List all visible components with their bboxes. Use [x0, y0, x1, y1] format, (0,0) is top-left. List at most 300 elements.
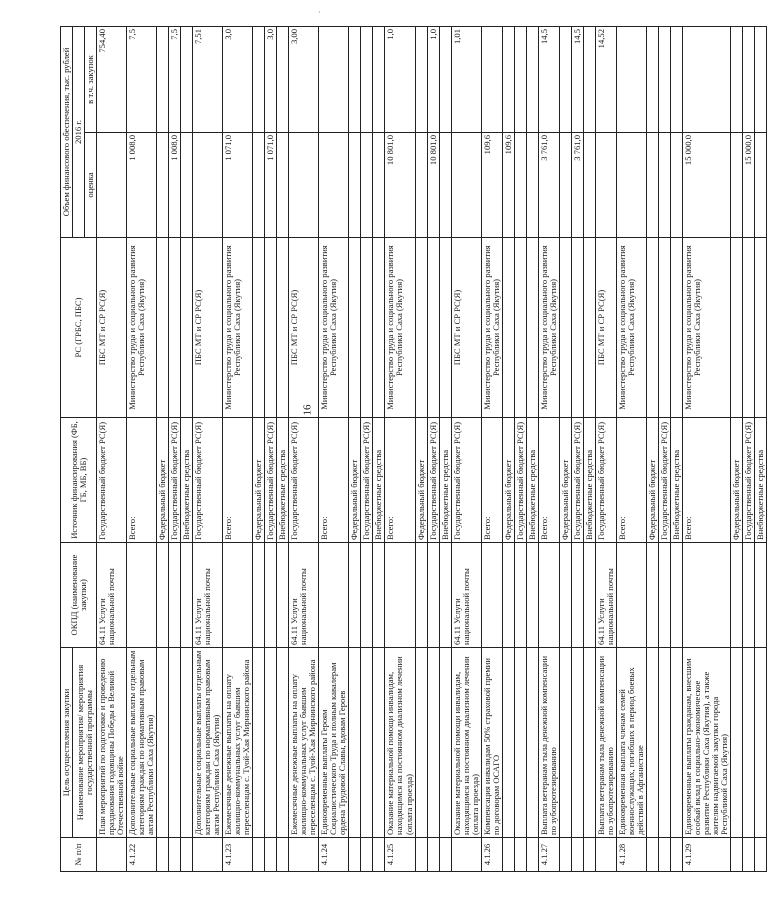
row-number [169, 838, 181, 872]
table-row [415, 26, 427, 871]
amount-total: 15 000,0 [742, 133, 754, 238]
table-row [481, 26, 502, 871]
activity-name [571, 648, 583, 838]
row-number [658, 838, 670, 872]
amount-incl [646, 26, 658, 132]
okpd-cell [373, 543, 385, 648]
activity-name [755, 648, 767, 838]
responsible-org: Министерство труда и социального развития Республики Саха (Якутия) [319, 238, 349, 418]
table-row [742, 26, 754, 871]
funding-source: Государственный бюджет РС(Я) [361, 418, 373, 543]
okpd-cell [670, 543, 682, 648]
table-row [526, 26, 538, 871]
responsible-org [646, 238, 658, 418]
row-number: 4.1.23 [223, 838, 253, 872]
funding-source: Всего: [385, 418, 415, 543]
header-name: Наименование мероприятия/ мероприятия государственной программы [73, 648, 97, 838]
amount-incl [616, 26, 646, 132]
responsible-org [439, 238, 451, 418]
activity-name [439, 648, 451, 838]
row-number: 4.1.26 [481, 838, 502, 872]
activity-name: Единовременная выплата членам семей военнослужащих, погибших в период боевых действий в Афганистане [616, 648, 646, 838]
row-number: 4.1.27 [538, 838, 559, 872]
table-row [289, 26, 319, 871]
okpd-cell [415, 543, 427, 648]
amount-total [373, 133, 385, 238]
activity-name [277, 648, 289, 838]
amount-incl [181, 26, 193, 132]
table-row [361, 26, 373, 871]
funding-source: Всего: [538, 418, 559, 543]
amount-total [181, 133, 193, 238]
okpd-cell [157, 543, 169, 648]
responsible-org [349, 238, 361, 418]
amount-total [253, 133, 265, 238]
funding-source: Государственный бюджет РС(Я) [169, 418, 181, 543]
amount-total: 1 071,0 [265, 133, 277, 238]
amount-total [157, 133, 169, 238]
funding-source: Федеральный бюджет [502, 418, 514, 543]
activity-name: Единовременные выплаты гражданам, внесшим особый вклад в социально-экономическое развитие Республики Саха (Якутия), а также жителям надвигаемой закупки города Республикой Саха (Якутия) [682, 648, 730, 838]
table-row [427, 26, 439, 871]
okpd-cell [571, 543, 583, 648]
amount-total: 1 008,0 [127, 133, 157, 238]
funding-source: Государственный бюджет РС(Я) [658, 418, 670, 543]
stray-mark: · [318, 8, 321, 17]
amount-incl [670, 26, 682, 132]
amount-incl [439, 26, 451, 132]
amount-incl [277, 26, 289, 132]
amount-incl [755, 26, 767, 132]
funding-source: Государственный бюджет РС(Я) [289, 418, 319, 543]
responsible-org: Министерство труда и социального развития Республики Саха (Якутия) [538, 238, 559, 418]
responsible-org [253, 238, 265, 418]
funding-source: Всего: [616, 418, 646, 543]
table-row [571, 26, 583, 871]
amount-total [658, 133, 670, 238]
okpd-cell [616, 543, 646, 648]
amount-total [277, 133, 289, 238]
okpd-cell [349, 543, 361, 648]
table-row [583, 26, 595, 871]
amount-total [193, 133, 223, 238]
amount-incl [526, 26, 538, 132]
funding-source: Государственный бюджет РС(Я) [514, 418, 526, 543]
amount-total: 3 761,0 [538, 133, 559, 238]
responsible-org: ПБС МТ и СР РС(Я) [289, 238, 319, 418]
amount-total [670, 133, 682, 238]
table-row [502, 26, 514, 871]
responsible-org [742, 238, 754, 418]
funding-source: Всего: [223, 418, 253, 543]
table-row [595, 26, 616, 871]
amount-total: 10 801,0 [427, 133, 439, 238]
activity-name: Оказание материальной помощи инвалидам, находящимся на постоянном диализном лечении (оплата проезда) [451, 648, 481, 838]
row-number [157, 838, 169, 872]
row-number [451, 838, 481, 872]
okpd-cell [319, 543, 349, 648]
responsible-org [427, 238, 439, 418]
row-number [571, 838, 583, 872]
table-row [514, 26, 526, 871]
funding-source: Внебюджетные средства [755, 418, 767, 543]
okpd-cell: 64.11 Услуги национальной почты [595, 543, 616, 648]
table-row [253, 26, 265, 871]
amount-total [646, 133, 658, 238]
amount-incl: 14,5 [571, 26, 583, 132]
okpd-cell: 64.11 Услуги национальной почты [193, 543, 223, 648]
rotated-table-page [60, 27, 765, 872]
header-goal: Цель осуществления закупки [61, 648, 73, 838]
row-number [439, 838, 451, 872]
row-number [559, 838, 571, 872]
responsible-org: ПБС МТ и СР РС(Я) [595, 238, 616, 418]
responsible-org [658, 238, 670, 418]
activity-name: Выплата ветеранам тыла денежной компенсации по зубопротезированию [538, 648, 559, 838]
funding-source: Государственный бюджет РС(Я) [193, 418, 223, 543]
amount-total: 1 008,0 [169, 133, 181, 238]
table-row [349, 26, 361, 871]
amount-incl [253, 26, 265, 132]
funding-source: Государственный бюджет РС(Я) [265, 418, 277, 543]
activity-name [730, 648, 742, 838]
amount-total [289, 133, 319, 238]
responsible-org [559, 238, 571, 418]
activity-name [181, 648, 193, 838]
table-row [181, 26, 193, 871]
amount-incl [319, 26, 349, 132]
table-row [373, 26, 385, 871]
activity-name [646, 648, 658, 838]
row-number [670, 838, 682, 872]
okpd-cell [385, 543, 415, 648]
table-row [755, 26, 767, 871]
okpd-cell [502, 543, 514, 648]
table-row [658, 26, 670, 871]
row-number [373, 838, 385, 872]
row-number [361, 838, 373, 872]
activity-name [742, 648, 754, 838]
row-number [514, 838, 526, 872]
row-number [193, 838, 223, 872]
okpd-cell [526, 543, 538, 648]
row-number [277, 838, 289, 872]
row-number [181, 838, 193, 872]
activity-name [361, 648, 373, 838]
funding-source: Внебюджетные средства [583, 418, 595, 543]
activity-name: Выплата ветеранам тыла денежной компенсации по зубопротезированию [595, 648, 616, 838]
amount-total [595, 133, 616, 238]
responsible-org: Министерство труда и социального развития Республики Саха (Якутия) [682, 238, 730, 418]
table-row [559, 26, 571, 871]
okpd-cell: 64.11 Услуги национальной почты [97, 543, 127, 648]
funding-source: Федеральный бюджет [349, 418, 361, 543]
row-number [253, 838, 265, 872]
amount-incl [349, 26, 361, 132]
amount-total [319, 133, 349, 238]
activity-name: Дополнительные социальные выплаты отдельным категориям граждан по нормативным правовым актам Республики Саха (Якутия) [193, 648, 223, 838]
table-row [439, 26, 451, 871]
funding-source: Внебюджетные средства [373, 418, 385, 543]
responsible-org: Министерство труда и социального развития Республики Саха (Якутия) [385, 238, 415, 418]
amount-total [349, 133, 361, 238]
amount-total [439, 133, 451, 238]
row-number: 4.1.28 [616, 838, 646, 872]
amount-total [616, 133, 646, 238]
funding-source: Внебюджетные средства [670, 418, 682, 543]
amount-total: 3 761,0 [571, 133, 583, 238]
amount-total: 1 071,0 [223, 133, 253, 238]
table-row [730, 26, 742, 871]
amount-incl [157, 26, 169, 132]
table-body [97, 26, 767, 871]
funding-source: Всего: [682, 418, 730, 543]
responsible-org [583, 238, 595, 418]
table-row [451, 26, 481, 871]
row-number [265, 838, 277, 872]
responsible-org [361, 238, 373, 418]
activity-name [169, 648, 181, 838]
responsible-org [502, 238, 514, 418]
responsible-org [526, 238, 538, 418]
funding-source: Внебюджетные средства [526, 418, 538, 543]
okpd-cell [658, 543, 670, 648]
table-row [193, 26, 223, 871]
amount-incl: 1,0 [385, 26, 415, 132]
header-year: 2016 г. [73, 26, 85, 237]
responsible-org [181, 238, 193, 418]
amount-total [514, 133, 526, 238]
header-rs: РС (ГРБС, ПБС) [61, 238, 97, 418]
amount-total [361, 133, 373, 238]
responsible-org: ПБС МТ и СР РС(Я) [193, 238, 223, 418]
amount-incl [514, 26, 526, 132]
table-row [682, 26, 730, 871]
amount-incl [373, 26, 385, 132]
amount-incl [682, 26, 730, 132]
amount-total [583, 133, 595, 238]
table-row [670, 26, 682, 871]
table-row [385, 26, 415, 871]
activity-name [583, 648, 595, 838]
okpd-cell [559, 543, 571, 648]
row-number [289, 838, 319, 872]
responsible-org [730, 238, 742, 418]
responsible-org [169, 238, 181, 418]
row-number: 4.1.22 [127, 838, 157, 872]
amount-total [559, 133, 571, 238]
amount-total: 15 000,0 [682, 133, 730, 238]
funding-source: Федеральный бюджет [157, 418, 169, 543]
activity-name [427, 648, 439, 838]
table-row [169, 26, 181, 871]
table-row [97, 26, 127, 871]
amount-total [526, 133, 538, 238]
activity-name [373, 648, 385, 838]
amount-incl: 14,5 [538, 26, 559, 132]
funding-source: Всего: [319, 418, 349, 543]
row-number [349, 838, 361, 872]
row-number [755, 838, 767, 872]
page-number: 16 [301, 404, 314, 416]
funding-source: Государственный бюджет РС(Я) [742, 418, 754, 543]
activity-name [670, 648, 682, 838]
okpd-cell [223, 543, 253, 648]
okpd-cell [514, 543, 526, 648]
amount-incl [583, 26, 595, 132]
row-number [97, 838, 127, 872]
okpd-cell: 64.11 Услуги национальной почты [289, 543, 319, 648]
row-number: 4.1.25 [385, 838, 415, 872]
okpd-cell [265, 543, 277, 648]
funding-source: Федеральный бюджет [253, 418, 265, 543]
table-row [127, 26, 157, 871]
responsible-org [514, 238, 526, 418]
activity-name [559, 648, 571, 838]
responsible-org: Министерство труда и социального развития Республики Саха (Якутия) [481, 238, 502, 418]
row-number [526, 838, 538, 872]
responsible-org [373, 238, 385, 418]
okpd-cell: 64.11 Услуги национальной почты [451, 543, 481, 648]
table-row [538, 26, 559, 871]
amount-incl [742, 26, 754, 132]
row-number: 4.1.24 [319, 838, 349, 872]
activity-name: Ежемесячные денежные выплаты на оплату жилищно-коммунальных услуг бывшим переселенцам с. Туой-Хая Мирнинского района [289, 648, 319, 838]
okpd-cell [181, 543, 193, 648]
okpd-cell [538, 543, 559, 648]
row-number [730, 838, 742, 872]
amount-incl [502, 26, 514, 132]
responsible-org: ПБС МТ и СР РС(Я) [451, 238, 481, 418]
okpd-cell [646, 543, 658, 648]
amount-incl: 7,5 [169, 26, 181, 132]
amount-total [451, 133, 481, 238]
table-row [319, 26, 349, 871]
responsible-org [415, 238, 427, 418]
activity-name: Дополнительные социальные выплаты отдельным категориям граждан по нормативным правовым актам Республики Саха (Якутия) [127, 648, 157, 838]
activity-name [526, 648, 538, 838]
amount-incl [658, 26, 670, 132]
funding-source: Федеральный бюджет [730, 418, 742, 543]
activity-name: Ежемесячные денежные выплаты на оплату жилищно-коммунальных услуг бывшим переселенцам с. Туой-Хая Мирнинского района [223, 648, 253, 838]
okpd-cell [277, 543, 289, 648]
okpd-cell [169, 543, 181, 648]
header-okpd: ОКПД (наименование закупки) [61, 543, 97, 648]
funding-source: Государственный бюджет РС(Я) [97, 418, 127, 543]
row-number [595, 838, 616, 872]
table-row [277, 26, 289, 871]
amount-incl: 7,5 [127, 26, 157, 132]
okpd-cell [742, 543, 754, 648]
amount-incl: 3,0 [223, 26, 253, 132]
table-row [265, 26, 277, 871]
header-no: № п/п [61, 838, 97, 872]
responsible-org [265, 238, 277, 418]
header-total: оценка [85, 133, 97, 238]
amount-incl: 754,40 [97, 26, 127, 132]
activity-name: Оказание материальной помощи инвалидам, находящимся на постоянном диализном лечении (оплата проезда) [385, 648, 415, 838]
amount-total: 109,6 [502, 133, 514, 238]
row-number: 4.1.29 [682, 838, 730, 872]
funding-source: Государственный бюджет РС(Я) [427, 418, 439, 543]
activity-name [157, 648, 169, 838]
okpd-cell [361, 543, 373, 648]
funding-source: Государственный бюджет РС(Я) [451, 418, 481, 543]
activity-name: Единовременные выплаты Героям Социалистического Труда и полным кавалерам ордена Трудовой Славы, вдовам Героев [319, 648, 349, 838]
funding-source: Государственный бюджет РС(Я) [571, 418, 583, 543]
funding-source: Федеральный бюджет [559, 418, 571, 543]
funding-source: Федеральный бюджет [415, 418, 427, 543]
row-number [583, 838, 595, 872]
okpd-cell [439, 543, 451, 648]
responsible-org [670, 238, 682, 418]
row-number [415, 838, 427, 872]
okpd-cell [427, 543, 439, 648]
responsible-org [755, 238, 767, 418]
funding-source: Федеральный бюджет [646, 418, 658, 543]
activity-name [514, 648, 526, 838]
amount-incl: 1,0 [427, 26, 439, 132]
responsible-org: Министерство труда и социального развития Республики Саха (Якутия) [127, 238, 157, 418]
amount-incl [730, 26, 742, 132]
activity-name [415, 648, 427, 838]
header-amount: Объем финансового обеспечения, тыс. рублей [61, 26, 73, 237]
funding-source: Всего: [127, 418, 157, 543]
activity-name [658, 648, 670, 838]
procurement-table [60, 26, 767, 872]
table-row [646, 26, 658, 871]
amount-total: 10 801,0 [385, 133, 415, 238]
header-incl: в т.ч. закупок [85, 26, 97, 132]
row-number [502, 838, 514, 872]
activity-name: Компенсация инвалидам 50% страховой премии по договорам ОСАГО [481, 648, 502, 838]
responsible-org: ПБС МТ и СР РС(Я) [97, 238, 127, 418]
amount-incl [415, 26, 427, 132]
responsible-org [157, 238, 169, 418]
amount-total: 109,6 [481, 133, 502, 238]
responsible-org [571, 238, 583, 418]
header-source: Источник финансирования (ФБ, ГБ, МБ, ВБ) [61, 418, 97, 543]
row-number [646, 838, 658, 872]
amount-incl: 14,52 [595, 26, 616, 132]
okpd-cell [127, 543, 157, 648]
funding-source: Всего: [481, 418, 502, 543]
okpd-cell [481, 543, 502, 648]
amount-total [97, 133, 127, 238]
table-row [157, 26, 169, 871]
activity-name [265, 648, 277, 838]
amount-incl [361, 26, 373, 132]
amount-total [415, 133, 427, 238]
responsible-org: Министерство труда и социального развития Республики Саха (Якутия) [616, 238, 646, 418]
okpd-cell [253, 543, 265, 648]
funding-source: Внебюджетные средства [277, 418, 289, 543]
amount-total [755, 133, 767, 238]
row-number [742, 838, 754, 872]
activity-name: План мероприятий по подготовке и проведению празднования годовщины Победы в Великой Отечественной войне [97, 648, 127, 838]
responsible-org [277, 238, 289, 418]
responsible-org: Министерство труда и социального развития Республики Саха (Якутия) [223, 238, 253, 418]
activity-name [253, 648, 265, 838]
amount-incl: 3,00 [289, 26, 319, 132]
row-number [427, 838, 439, 872]
funding-source: Внебюджетные средства [181, 418, 193, 543]
amount-incl: 1,01 [451, 26, 481, 132]
amount-incl: 3,0 [265, 26, 277, 132]
amount-incl: 7,51 [193, 26, 223, 132]
table-row [223, 26, 253, 871]
amount-total [730, 133, 742, 238]
